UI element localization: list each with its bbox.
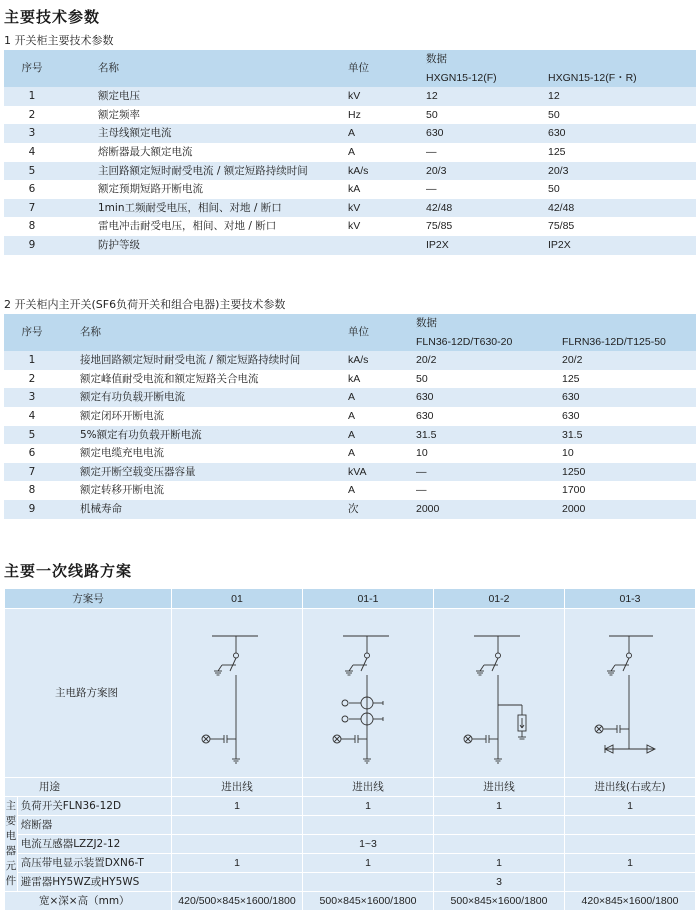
row-seq: 7 [4, 463, 60, 482]
section-title-circuit-schemes: 主要一次线路方案 [4, 562, 133, 580]
row-value-2: 1250 [558, 463, 696, 482]
row-name: 机械寿命 [60, 500, 344, 519]
header-unit: 单位 [344, 50, 422, 87]
table-row [4, 87, 696, 106]
component-row [5, 797, 696, 816]
component-qty: 1 [171, 797, 302, 816]
row-name: 5%额定有功负载开断电流 [60, 426, 344, 445]
row-unit: A [344, 481, 412, 500]
row-seq: 7 [4, 199, 60, 218]
scheme-01-2: 01-2 [433, 589, 564, 609]
row-unit: kV [344, 217, 422, 236]
row-value-2: 50 [544, 180, 696, 199]
table-row [4, 217, 696, 236]
row-name: 额定频率 [60, 106, 344, 125]
row-name: 雷电冲击耐受电压，相间、对地 / 断口 [60, 217, 344, 236]
header-seq: 序号 [4, 314, 60, 351]
header-model1: FLN36-12D/T630-20 [412, 333, 558, 352]
row-value-2: 50 [544, 106, 696, 125]
row-value-1: 75/85 [422, 217, 544, 236]
row-name: 额定开断空载变压器容量 [60, 463, 344, 482]
circuit-diagram-01-2 [433, 609, 564, 778]
table1-subtitle: 1 开关柜主要技术参数 [4, 34, 114, 47]
row-seq: 2 [4, 106, 60, 125]
row-seq: 4 [4, 143, 60, 162]
row-value-1: — [422, 180, 544, 199]
row-seq: 1 [4, 87, 60, 106]
component-name: 熔断器 [17, 816, 171, 835]
usage-01-1: 进出线 [302, 778, 433, 797]
component-qty [564, 873, 695, 892]
component-qty: 3 [433, 873, 564, 892]
scheme-01: 01 [171, 589, 302, 609]
row-name: 防护等级 [60, 236, 344, 255]
row-value-2: 630 [544, 124, 696, 143]
table-row [4, 388, 696, 407]
component-qty [171, 816, 302, 835]
row-name: 额定闭环开断电流 [60, 407, 344, 426]
component-qty: 1 [433, 797, 564, 816]
row-name: 主回路额定短时耐受电流 / 额定短路持续时间 [60, 162, 344, 181]
header-data: 数据 [412, 314, 696, 333]
component-row [5, 854, 696, 873]
usage-01-3: 进出线(右或左) [564, 778, 695, 797]
row-value-2: 75/85 [544, 217, 696, 236]
table2-main-switch-params [4, 314, 696, 519]
table-row [4, 426, 696, 445]
dims-01-3: 420×845×1600/1800 [564, 892, 695, 911]
row-unit: 次 [344, 500, 412, 519]
row-unit: A [344, 407, 412, 426]
row-seq: 3 [4, 124, 60, 143]
header-name: 名称 [60, 314, 344, 351]
row-value-1: 10 [412, 444, 558, 463]
scheme-label: 方案号 [5, 589, 172, 609]
table-row [4, 180, 696, 199]
row-seq: 8 [4, 481, 60, 500]
row-value-2: 1700 [558, 481, 696, 500]
row-seq: 3 [4, 388, 60, 407]
row-value-2: 2000 [558, 500, 696, 519]
row-value-1: 2000 [412, 500, 558, 519]
row-value-1: 50 [422, 106, 544, 125]
diagram-label: 主电路方案图 [5, 609, 172, 778]
row-seq: 6 [4, 444, 60, 463]
table-row [4, 481, 696, 500]
row-name: 额定峰值耐受电流和额定短路关合电流 [60, 370, 344, 389]
table-row [4, 236, 696, 255]
component-qty: 1~3 [302, 835, 433, 854]
row-name: 额定电压 [60, 87, 344, 106]
row-seq: 5 [4, 426, 60, 445]
table-row [4, 370, 696, 389]
row-seq: 2 [4, 370, 60, 389]
header-model2: FLRN36-12D/T125-50 [558, 333, 696, 352]
row-name: 额定转移开断电流 [60, 481, 344, 500]
row-unit: kA [344, 370, 412, 389]
dims-label: 宽×深×高（mm） [5, 892, 172, 911]
row-value-2: 125 [558, 370, 696, 389]
header-data: 数据 [422, 50, 696, 69]
component-qty [433, 816, 564, 835]
row-unit: A [344, 124, 422, 143]
row-value-1: — [422, 143, 544, 162]
row-unit: kA/s [344, 351, 412, 370]
row-value-2: 10 [558, 444, 696, 463]
row-value-1: 20/2 [412, 351, 558, 370]
component-qty [564, 816, 695, 835]
row-value-1: 42/48 [422, 199, 544, 218]
row-name: 额定有功负载开断电流 [60, 388, 344, 407]
component-name: 电流互感器LZZJ2-12 [17, 835, 171, 854]
component-qty: 1 [564, 797, 695, 816]
usage-01: 进出线 [171, 778, 302, 797]
row-value-2: 125 [544, 143, 696, 162]
component-row [5, 873, 696, 892]
row-name: 熔断器最大额定电流 [60, 143, 344, 162]
row-value-1: — [412, 481, 558, 500]
section-title-tech-params: 主要技术参数 [4, 8, 101, 26]
row-name: 接地回路额定短时耐受电流 / 额定短路持续时间 [60, 351, 344, 370]
component-qty: 1 [302, 854, 433, 873]
circuit-01-3-icon [565, 609, 695, 777]
row-value-1: 50 [412, 370, 558, 389]
usage-row [5, 778, 696, 797]
circuit-01-icon [172, 609, 302, 777]
component-row [5, 816, 696, 835]
component-qty [433, 835, 564, 854]
header-name: 名称 [60, 50, 344, 87]
component-qty: 1 [564, 854, 695, 873]
component-qty: 1 [171, 854, 302, 873]
scheme-header-row [5, 589, 696, 609]
row-value-1: — [412, 463, 558, 482]
circuit-diagram-01-1 [302, 609, 433, 778]
component-name: 避雷器HY5WZ或HY5WS [17, 873, 171, 892]
row-seq: 9 [4, 236, 60, 255]
header-seq: 序号 [4, 50, 60, 87]
header-unit: 单位 [344, 314, 412, 351]
row-value-1: IP2X [422, 236, 544, 255]
row-seq: 1 [4, 351, 60, 370]
row-value-2: 31.5 [558, 426, 696, 445]
circuit-01-2-icon [434, 609, 564, 777]
table2-header-row [4, 314, 696, 333]
component-qty [302, 816, 433, 835]
row-value-2: 20/3 [544, 162, 696, 181]
scheme-01-3: 01-3 [564, 589, 695, 609]
header-model2: HXGN15-12(F・R) [544, 69, 696, 88]
row-value-1: 31.5 [412, 426, 558, 445]
row-value-2: 630 [558, 407, 696, 426]
row-seq: 5 [4, 162, 60, 181]
row-name: 主母线额定电流 [60, 124, 344, 143]
header-model1: HXGN15-12(F) [422, 69, 544, 88]
row-value-1: 630 [422, 124, 544, 143]
dims-01-1: 500×845×1600/1800 [302, 892, 433, 911]
dims-01-2: 500×845×1600/1800 [433, 892, 564, 911]
table-row [4, 162, 696, 181]
row-value-1: 630 [412, 388, 558, 407]
component-name: 负荷开关FLN36-12D [17, 797, 171, 816]
table-row [4, 500, 696, 519]
row-unit: kA/s [344, 162, 422, 181]
row-value-1: 20/3 [422, 162, 544, 181]
diagram-row [5, 609, 696, 778]
row-seq: 4 [4, 407, 60, 426]
row-unit: A [344, 426, 412, 445]
row-seq: 9 [4, 500, 60, 519]
component-qty [564, 835, 695, 854]
components-group-label: 主要电器元件 [5, 797, 18, 892]
dims-row [5, 892, 696, 911]
table-row [4, 199, 696, 218]
row-unit: kV [344, 87, 422, 106]
component-qty: 1 [302, 797, 433, 816]
dims-01: 420/500×845×1600/1800 [171, 892, 302, 911]
component-qty: 1 [433, 854, 564, 873]
table-row [4, 351, 696, 370]
row-unit: kV [344, 199, 422, 218]
circuit-scheme-table [4, 589, 696, 911]
table-row [4, 124, 696, 143]
row-value-2: 630 [558, 388, 696, 407]
row-value-2: 42/48 [544, 199, 696, 218]
row-value-1: 12 [422, 87, 544, 106]
row-unit: A [344, 143, 422, 162]
table1-header-row [4, 50, 696, 69]
row-unit [344, 236, 422, 255]
row-unit: Hz [344, 106, 422, 125]
circuit-01-1-icon [303, 609, 433, 777]
row-value-2: 20/2 [558, 351, 696, 370]
table1-switchgear-params [4, 50, 696, 255]
row-name: 1min工频耐受电压，相间、对地 / 断口 [60, 199, 344, 218]
table2-subtitle: 2 开关柜内主开关(SF6负荷开关和组合电器)主要技术参数 [4, 298, 286, 311]
row-unit: kA [344, 180, 422, 199]
row-unit: kVA [344, 463, 412, 482]
table-row [4, 444, 696, 463]
row-unit: A [344, 388, 412, 407]
circuit-diagram-01-3 [564, 609, 695, 778]
component-name: 高压带电显示装置DXN6-T [17, 854, 171, 873]
table-row [4, 106, 696, 125]
usage-label: 用途 [5, 778, 172, 797]
usage-01-2: 进出线 [433, 778, 564, 797]
row-unit: A [344, 444, 412, 463]
row-name: 额定预期短路开断电流 [60, 180, 344, 199]
row-seq: 6 [4, 180, 60, 199]
row-value-2: IP2X [544, 236, 696, 255]
row-name: 额定电缆充电电流 [60, 444, 344, 463]
table-row [4, 463, 696, 482]
component-qty [171, 873, 302, 892]
component-qty [171, 835, 302, 854]
circuit-diagram-01 [171, 609, 302, 778]
scheme-01-1: 01-1 [302, 589, 433, 609]
row-value-2: 12 [544, 87, 696, 106]
row-value-1: 630 [412, 407, 558, 426]
component-row [5, 835, 696, 854]
table-row [4, 143, 696, 162]
row-seq: 8 [4, 217, 60, 236]
table-row [4, 407, 696, 426]
component-qty [302, 873, 433, 892]
